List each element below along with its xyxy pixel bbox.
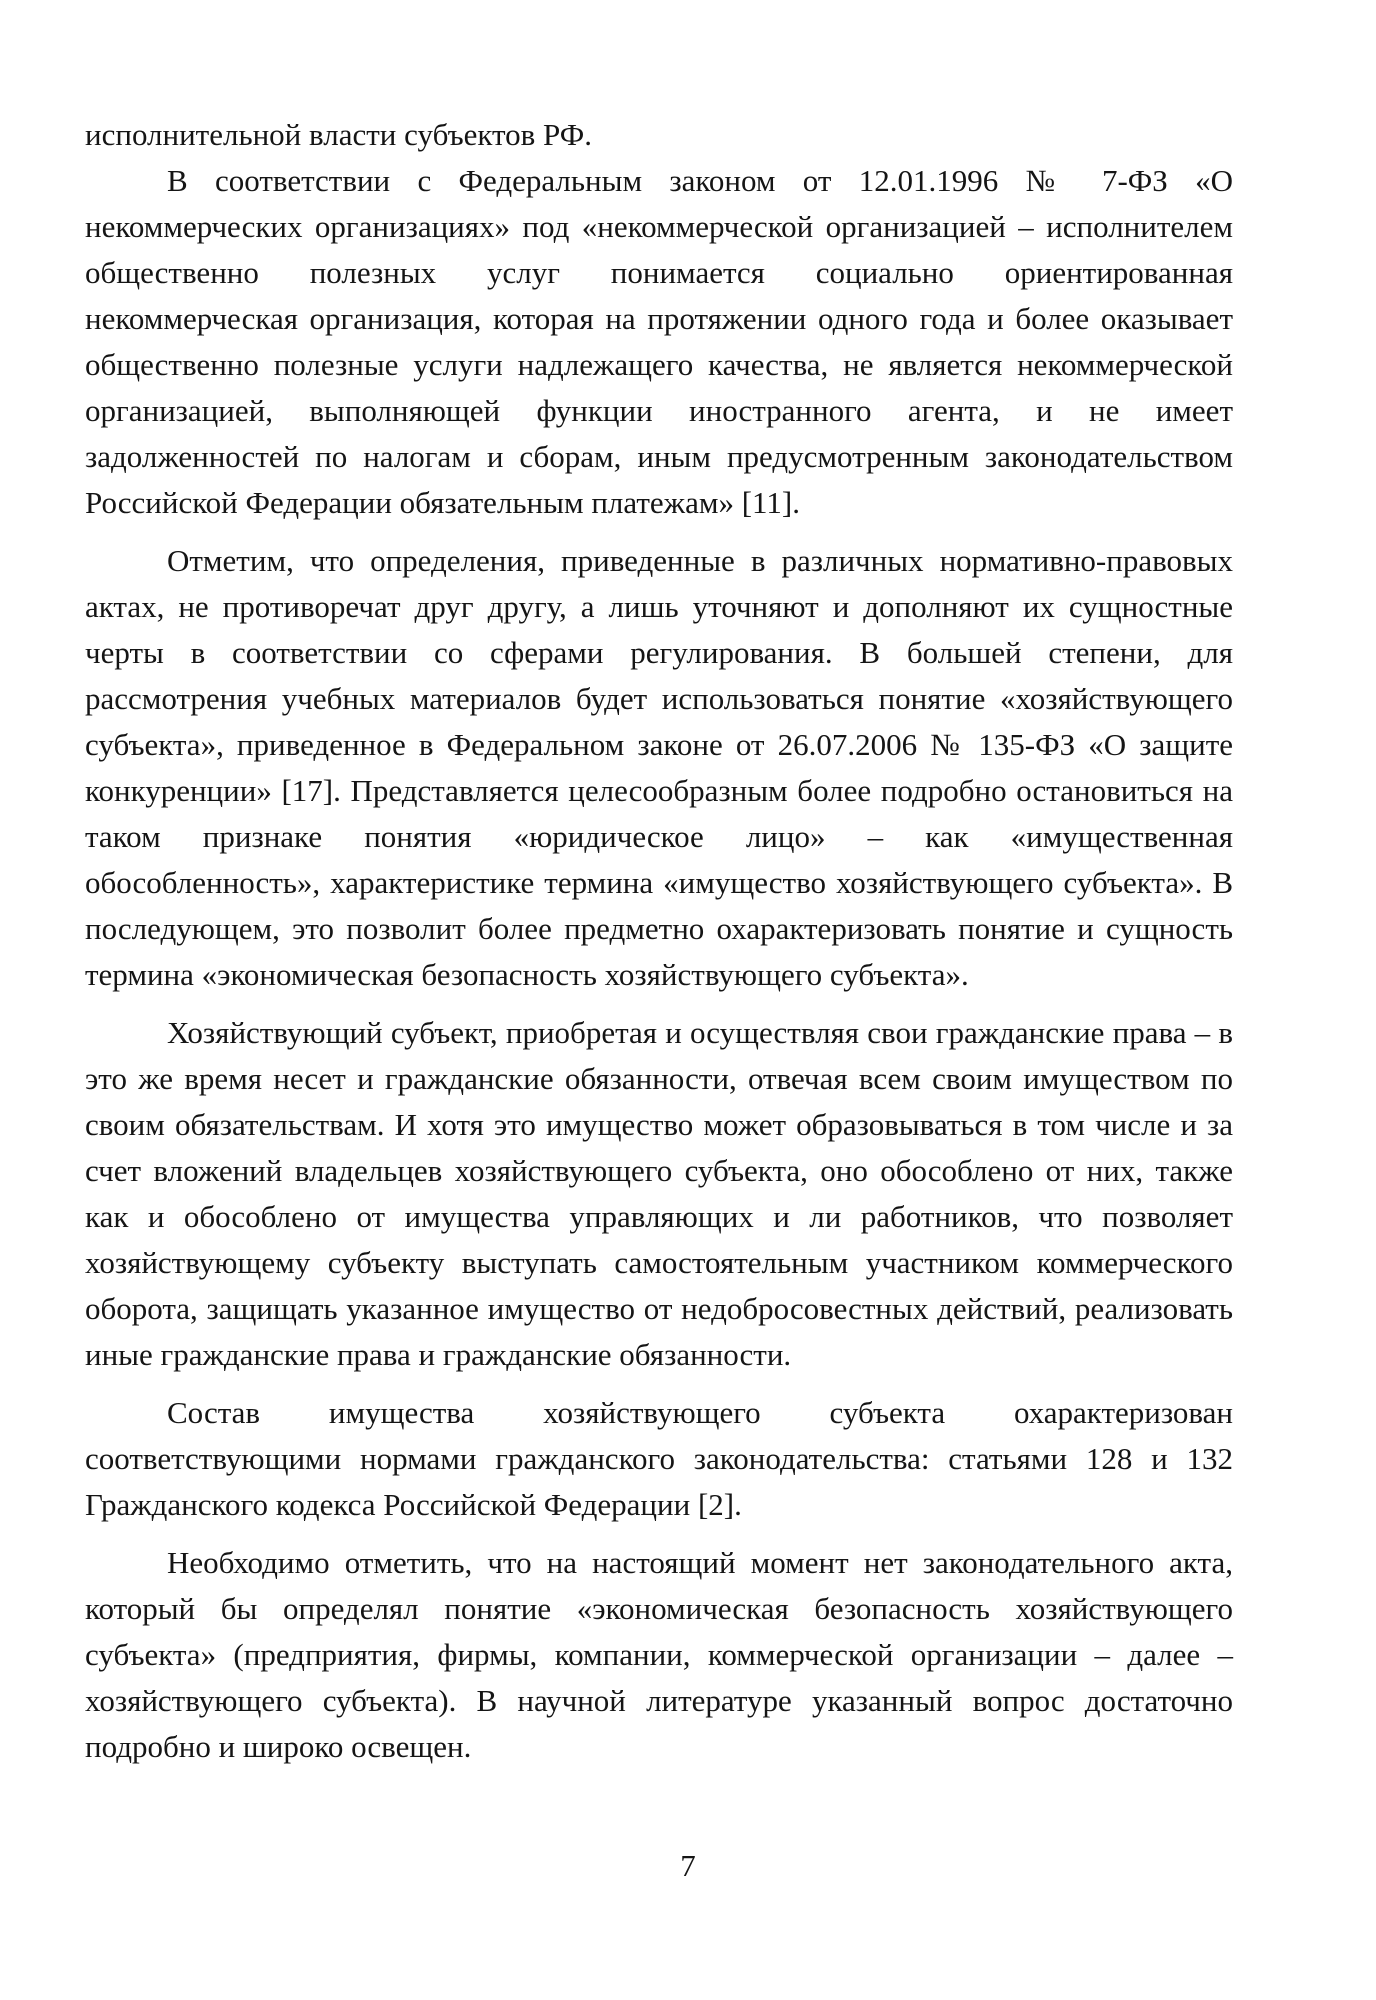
paragraph-1: исполнительной власти субъектов РФ. — [85, 117, 592, 152]
body-text — [85, 112, 1233, 1770]
paragraph-2: В соответствии с Федеральным законом от 12.01.1996 № 7-ФЗ «О некоммерческих организациях» под «некоммерческой организацией – исполнителем общественно полезных услуг понимается социально ориентированная некоммерческая организация, которая на протяжении одного года и более оказывает общественно полезные услуги надлежащего качества, не является некоммерческой организацией, выполняющей функции иностранного агента, и не имеет задолженностей по налогам и сборам, иным предусмотренным законодательством Российской Федерации обязательным платежам» [11]. — [85, 163, 1233, 520]
paragraph-4: Хозяйствующий субъект, приобретая и осуществляя свои гражданские права – в это же время несет и гражданские обязанности, отвечая всем своим имуществом по своим обязательствам. И хотя это имущество может образовываться в том числе и за счет вложений владельцев хозяйствующего субъекта, оно обособлено от них, также как и обособлено от имущества управляющих и ли работников, что позволяет хозяйствующему субъекту выступать самостоятельным участником коммерческого оборота, защищать указанное имущество от недобросовестных действий, реализовать иные гражданские права и гражданские обязанности. — [85, 1015, 1233, 1372]
paragraph-3: Отметим, что определения, приведенные в различных нормативно-правовых актах, не противоречат друг другу, а лишь уточняют и дополняют их сущностные черты в соответствии со сферами регулирования. В большей степени, для рассмотрения учебных материалов будет использоваться понятие «хозяйствующего субъекта», приведенное в Федеральном законе от 26.07.2006 № 135-ФЗ «О защите конкуренции» [17]. Представляется целесообразным более подробно остановиться на таком признаке понятия «юридическое лицо» – как «имущественная обособленность», характеристике термина «имущество хозяйствующего субъекта». В последующем, это позволит более предметно охарактеризовать понятие и сущность термина «экономическая безопасность хозяйствующего субъекта». — [85, 543, 1233, 992]
paragraph-6: Необходимо отметить, что на настоящий момент нет законодательного акта, который бы определял понятие «экономическая безопасность хозяйствующего субъекта» (предприятия, фирмы, компании, коммерческой организации – далее – хозяйствующего субъекта). В научной литературе указанный вопрос достаточно подробно и широко освещен. — [85, 1545, 1233, 1764]
page-number: 7 — [680, 1848, 696, 1883]
paragraph-5: Состав имущества хозяйствующего субъекта охарактеризован соответствующими нормами гражданского законодательства: статьями 128 и 132 Гражданского кодекса Российской Федерации [2]. — [85, 1395, 1233, 1522]
